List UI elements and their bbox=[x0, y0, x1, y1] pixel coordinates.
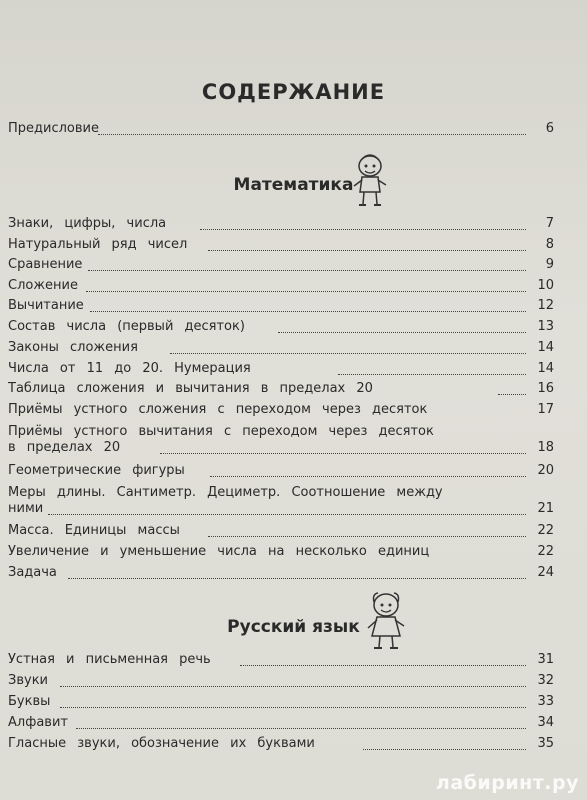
page-title: СОДЕРЖАНИЕ bbox=[201, 80, 386, 104]
toc-entry: Приёмы устного вычитания с переходом через десяток в пределах 20 18 bbox=[8, 424, 554, 455]
toc-entry-text: Предисловие bbox=[8, 121, 99, 136]
toc-entry: Меры длины. Сантиметр. Дециметр. Соотношение между ними 21 bbox=[8, 485, 554, 516]
toc-entry: Гласные звуки, обозначение их буквами 35 bbox=[8, 736, 554, 751]
toc-entry: Звуки 32 bbox=[8, 673, 554, 688]
toc-entry: Сложение 10 bbox=[8, 278, 554, 293]
section-heading-math: Математика bbox=[233, 175, 354, 195]
toc-entry: Алфавит 34 bbox=[8, 715, 554, 730]
section-heading-russian: Русский язык bbox=[227, 617, 360, 637]
toc-entry: Буквы 33 bbox=[8, 694, 554, 709]
watermark-logo: лабиринт.ру bbox=[435, 772, 579, 794]
toc-entry: Масса. Единицы массы 22 bbox=[8, 523, 554, 538]
toc-entry-preface bbox=[8, 121, 554, 137]
toc-entry: Законы сложения 14 bbox=[8, 340, 554, 355]
toc-entry: Состав числа (первый десяток) 13 bbox=[8, 319, 554, 334]
toc-entry: Натуральный ряд чисел 8 bbox=[8, 237, 554, 252]
cartoon-girl-icon bbox=[366, 590, 406, 652]
toc-entry: Сравнение 9 bbox=[8, 257, 554, 272]
toc-entry: Знаки, цифры, числа 7 bbox=[8, 216, 554, 231]
cartoon-boy-icon bbox=[352, 152, 388, 208]
toc-entry: Приёмы устного сложения с переходом через десяток 17 bbox=[8, 402, 554, 417]
toc-entry: Вычитание 12 bbox=[8, 298, 554, 313]
toc-entry: Увеличение и уменьшение числа на несколько единиц 22 bbox=[8, 544, 554, 559]
toc-entry: Задача 24 bbox=[8, 565, 554, 580]
toc-entry: Устная и письменная речь 31 bbox=[8, 652, 554, 667]
toc-entry: Геометрические фигуры 20 bbox=[8, 463, 554, 478]
toc-entry: Числа от 11 до 20. Нумерация 14 bbox=[8, 361, 554, 376]
toc-entry: Таблица сложения и вычитания в пределах 20 16 bbox=[8, 381, 554, 396]
toc-entry-page: 6 bbox=[545, 121, 554, 136]
